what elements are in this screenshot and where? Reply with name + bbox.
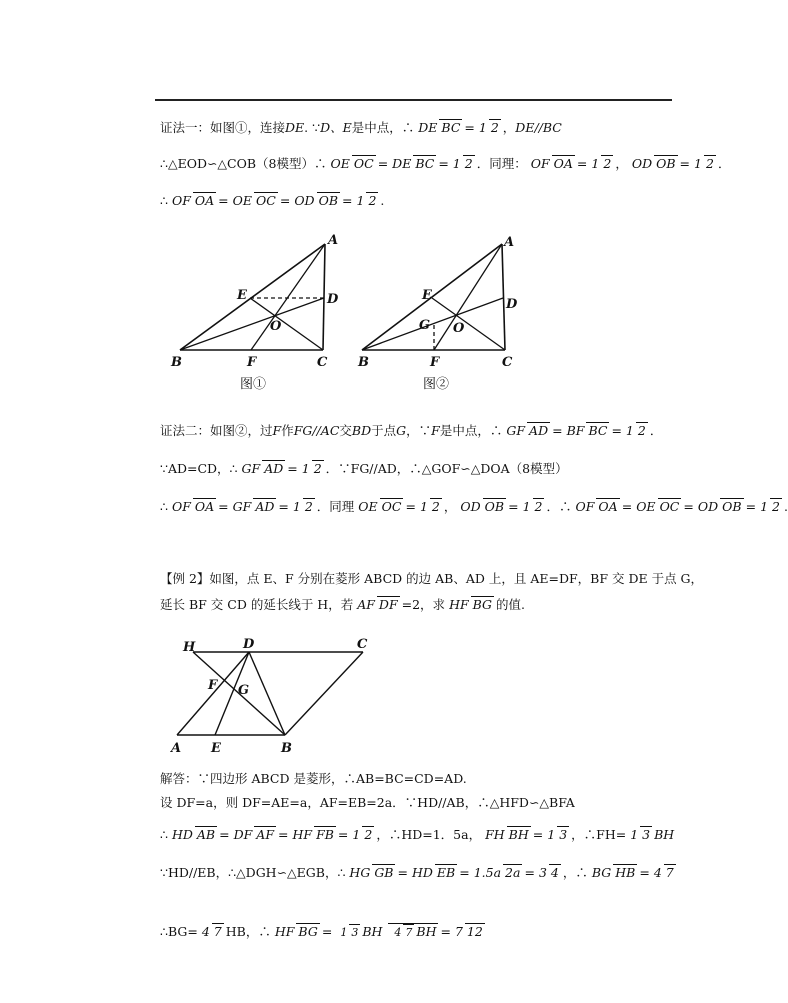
fraction: OD OB bbox=[631, 156, 676, 171]
fraction: OE OC bbox=[232, 193, 276, 208]
text: ． bbox=[717, 156, 731, 171]
label-F: F bbox=[208, 678, 218, 693]
compound-fraction: 1 3 BH 4 7 BH bbox=[340, 924, 437, 939]
label-E: E bbox=[422, 288, 432, 303]
fraction: HF FB bbox=[292, 827, 334, 842]
segment-BD bbox=[180, 298, 324, 350]
fraction: OD OB bbox=[294, 193, 339, 208]
fraction: OF OA bbox=[171, 193, 215, 208]
label-C: C bbox=[317, 355, 328, 370]
text: ，∵ bbox=[406, 423, 432, 438]
figure-2-diagram bbox=[352, 232, 527, 372]
text: ，∴FH= bbox=[571, 827, 627, 842]
text: 设 DF=a，则 DF=AE=a，AF=EB=2a．∵HD//AB，∴△HFD∽△BFA bbox=[160, 795, 575, 810]
label-B: B bbox=[171, 355, 182, 370]
label-A: A bbox=[171, 741, 182, 756]
segment-AC bbox=[502, 244, 505, 350]
text: ∴△EOD∽△COB（8模型）∴ bbox=[160, 156, 327, 171]
fraction: 1 2 bbox=[356, 193, 377, 208]
fraction: OE OC bbox=[636, 499, 680, 514]
fraction: AF DF bbox=[357, 597, 398, 612]
text: 交 bbox=[339, 423, 352, 438]
label-D: D bbox=[506, 297, 518, 312]
label-F: F bbox=[247, 355, 257, 370]
text: DE//BC bbox=[515, 119, 562, 135]
solution-line5: ∴BG= 4 7 HB，∴ HF BG = 1 3 BH 4 7 BH = 7 12 bbox=[160, 923, 483, 939]
segment-DB bbox=[249, 652, 285, 735]
fraction: 7 12 bbox=[454, 924, 483, 939]
text: G bbox=[396, 422, 407, 438]
fraction: 1 2 bbox=[591, 156, 612, 171]
text: 于点 bbox=[371, 423, 397, 438]
segment-BD bbox=[362, 298, 503, 350]
label-C: C bbox=[502, 355, 513, 370]
header-rule bbox=[155, 99, 672, 101]
fraction: HF BG bbox=[274, 924, 318, 939]
text: BD bbox=[351, 422, 372, 438]
fraction: 1 2 bbox=[292, 499, 313, 514]
text: =2，求 bbox=[401, 597, 446, 612]
figure-3-rhombus-diagram bbox=[165, 632, 375, 757]
segment-AC bbox=[323, 244, 325, 350]
example2-line2 bbox=[160, 584, 525, 624]
text: ， bbox=[615, 156, 628, 171]
proof2-line2: ∵AD=CD，∴ GF AD = 1 2 ．∵FG//AD，∴△GOF∽△DOA（8模型） bbox=[160, 460, 568, 476]
fraction: GF AD bbox=[232, 499, 275, 514]
fraction: BG HB bbox=[591, 865, 636, 880]
text: 是中点，∴ bbox=[351, 120, 415, 135]
fraction: 1 2 bbox=[301, 461, 322, 476]
text: 延长 BF 交 CD 的延长线于 H，若 bbox=[160, 597, 354, 612]
solution-line3: ∴ HD AB = DF AF = HF FB = 1 2 ，∴HD=1．5a， FH BH = 1 3 ，∴FH= 1 3 BH bbox=[160, 826, 675, 842]
figure-1-caption: 图① bbox=[240, 377, 267, 392]
solution-line4: ∵HD//EB，∴△DGH∽△EGB，∴ HG GB = HD EB = 1.5a 2a = 3 4 ，∴ BG HB = 4 7 bbox=[160, 864, 674, 880]
label-D: D bbox=[327, 292, 339, 307]
text: ∴ bbox=[160, 826, 168, 842]
text: ， bbox=[502, 120, 516, 135]
text: = bbox=[377, 155, 389, 171]
fraction: OF OA bbox=[171, 499, 215, 514]
label-F: F bbox=[430, 355, 440, 370]
fraction: 4 7 bbox=[653, 865, 674, 880]
text: ．∵FG//AD，∴△GOF∽△DOA（8模型） bbox=[325, 461, 568, 476]
text: = bbox=[464, 119, 475, 135]
label-B: B bbox=[358, 355, 369, 370]
text: . ∵ bbox=[304, 119, 321, 135]
fraction: 1 2 bbox=[522, 499, 543, 514]
fraction: HG GB bbox=[349, 865, 394, 880]
proof2-line3: ∴ OF OA = GF AD = 1 2 ．同理 OE OC = 1 2 ， OD OB = 1 2 ．∴ OF OA = OE OC = OD OB = 1 2 . bbox=[160, 498, 788, 514]
text: ．同理 bbox=[316, 499, 355, 514]
fraction: OF OA bbox=[530, 156, 573, 171]
solution-line2 bbox=[160, 790, 575, 814]
fraction: OD OB bbox=[697, 499, 742, 514]
segment-FA bbox=[434, 244, 502, 350]
text: 作 bbox=[281, 423, 294, 438]
text: DE bbox=[285, 119, 305, 135]
text: 解答：∵四边形 ABCD 是菱形，∴AB=BC=CD=AD. bbox=[160, 771, 467, 786]
label-E: E bbox=[237, 288, 247, 303]
proof1-line3: ∴ OF OA = OE OC = OD OB = 1 2 . bbox=[160, 192, 385, 208]
fraction: 1 3 bbox=[547, 827, 568, 842]
text: ∴ bbox=[160, 192, 168, 208]
label-H: H bbox=[183, 640, 196, 655]
fraction: OF OA bbox=[575, 499, 618, 514]
text: ∵HD//EB，∴△DGH∽△EGB，∴ bbox=[160, 865, 346, 880]
fraction: HD AB bbox=[171, 827, 216, 842]
text: F bbox=[272, 422, 282, 438]
text: HB，∴ bbox=[225, 924, 271, 939]
fraction: 1 2 bbox=[352, 827, 373, 842]
fraction: BF BC bbox=[566, 423, 608, 438]
fraction: FH BH bbox=[485, 827, 529, 842]
text: ，∴HD=1．5a， bbox=[376, 827, 482, 842]
figure-1-diagram bbox=[165, 232, 350, 372]
label-A: A bbox=[328, 233, 339, 248]
text: BH bbox=[654, 826, 675, 842]
segment-BA bbox=[180, 244, 325, 350]
label-G: G bbox=[238, 683, 250, 698]
fraction: 1 2 bbox=[452, 156, 473, 171]
label-E: E bbox=[211, 741, 221, 756]
fraction: 1 2 bbox=[625, 423, 646, 438]
proof1-line1 bbox=[160, 107, 562, 147]
fraction: 1 2 bbox=[694, 156, 714, 171]
label-B: B bbox=[281, 741, 292, 756]
segment-EC bbox=[432, 298, 505, 350]
fraction: DF AF bbox=[233, 827, 274, 842]
text: 证法二：如图②，过 bbox=[160, 423, 273, 438]
text: 是中点，∴ bbox=[439, 423, 503, 438]
fraction: OE OC bbox=[330, 156, 374, 171]
fraction: 1 2 bbox=[478, 120, 499, 135]
text: 【例 2】如图，点 E、F 分别在菱形 ABCD 的边 AB、AD 上，且 AE=DF，BF 交 DE 于点 G， bbox=[160, 571, 704, 586]
fraction: DE BC bbox=[418, 120, 461, 135]
fraction: HF BG bbox=[449, 597, 493, 612]
text: 证法一：如图①，连接 bbox=[160, 120, 286, 135]
text: F bbox=[431, 422, 440, 438]
text: 的值. bbox=[496, 597, 526, 612]
fraction: HD EB bbox=[411, 865, 456, 880]
fraction: 3 4 bbox=[538, 865, 559, 880]
fraction: 4 7 bbox=[201, 924, 222, 939]
proof1-line2: ∴△EOD∽△COB（8模型）∴ OE OC = DE BC = 1 2 ．同理： OF OA = 1 2 ， OD OB = 1 2 ． bbox=[160, 155, 731, 171]
fraction: 1 2 bbox=[760, 499, 780, 514]
segment-FA bbox=[251, 244, 325, 350]
figure-2-caption: 图② bbox=[423, 377, 450, 392]
label-C: C bbox=[357, 637, 368, 652]
segment-BC bbox=[285, 652, 363, 735]
fraction: 1.5a 2a bbox=[473, 865, 521, 880]
segment-BA bbox=[362, 244, 502, 350]
label-O: O bbox=[270, 319, 282, 334]
solution-line1 bbox=[160, 766, 467, 790]
fraction: OD OB bbox=[460, 499, 505, 514]
text: ．同理： bbox=[476, 156, 527, 171]
text: = bbox=[438, 155, 449, 171]
proof2-line1: 证法二：如图②，过 F 作 FG//AC 交 BD 于点 G ，∵ F 是中点，∴ GF AD = BF BC = 1 2 ． bbox=[160, 422, 663, 438]
text: ∴BG= bbox=[160, 923, 198, 939]
label-O: O bbox=[453, 321, 465, 336]
fraction: 1 3 bbox=[630, 827, 651, 842]
text: ∵AD=CD，∴ bbox=[160, 461, 238, 476]
text: ，∴ bbox=[562, 865, 588, 880]
fraction: OE OC bbox=[358, 499, 402, 514]
text: D、E bbox=[320, 120, 352, 135]
label-G: G bbox=[419, 318, 431, 333]
fraction: GF AD bbox=[506, 423, 549, 438]
label-A: A bbox=[504, 235, 515, 250]
fraction: DE BC bbox=[392, 156, 435, 171]
label-D: D bbox=[243, 637, 255, 652]
segment-EC bbox=[250, 298, 323, 350]
text: . bbox=[380, 192, 385, 208]
fraction: 1 2 bbox=[419, 499, 440, 514]
text: FG//AC bbox=[293, 422, 340, 438]
fraction: GF AD bbox=[241, 461, 284, 476]
